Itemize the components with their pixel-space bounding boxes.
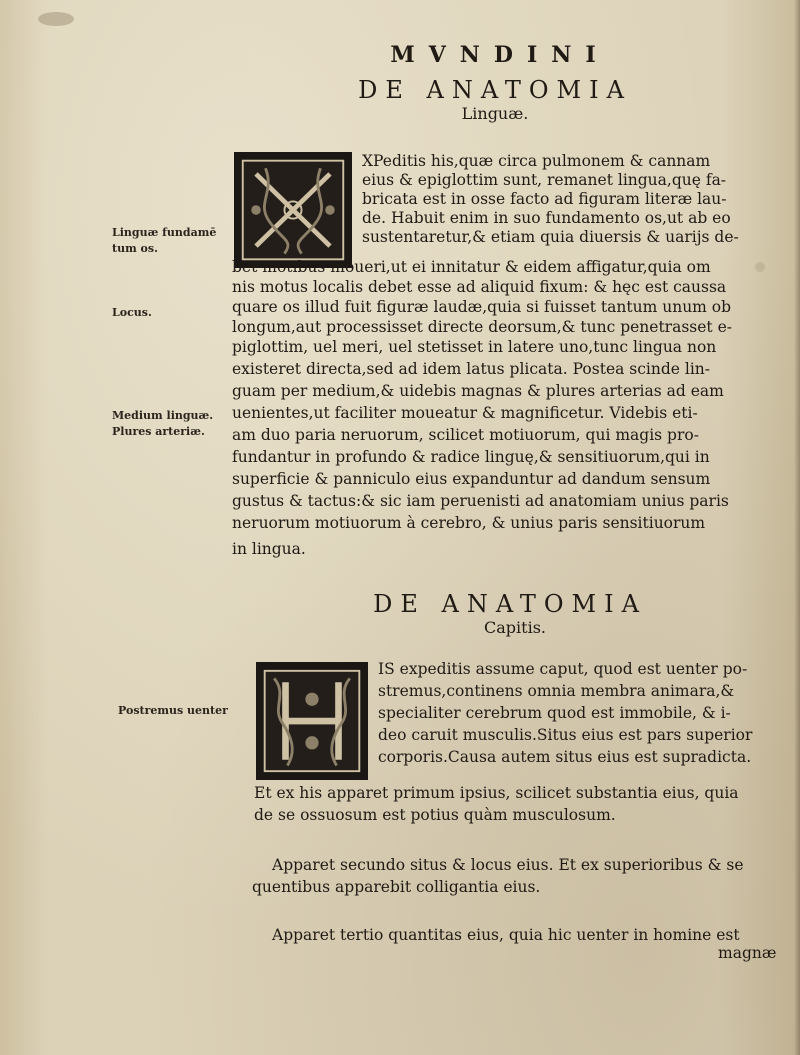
text-line: IS expeditis assume caput, quod est uenter po-	[378, 660, 748, 678]
text-line: Apparet tertio quantitas eius, quia hic uenter in homine est	[272, 926, 740, 944]
text-line: am duo paria neruorum, scilicet motiuorum, qui magis pro-	[232, 426, 699, 444]
floral-ornament-icon	[237, 155, 349, 265]
text-line: quentibus apparebit colligantia eius.	[252, 878, 541, 896]
text-line: sustentaretur,& etiam quia diuersis & uarijs de-	[362, 228, 739, 246]
text-line: in lingua.	[232, 540, 306, 558]
text-line: stremus,continens omnia membra animara,&	[378, 682, 735, 700]
text-line: guam per medium,& uidebis magnas & plures arterias ad eam	[232, 382, 724, 400]
text-line: existeret directa,sed ad idem latus plicata. Postea scinde lin-	[232, 360, 711, 378]
ink-stain	[755, 262, 765, 272]
text-line: bricata est in osse facto ad figuram literæ lau-	[362, 190, 727, 208]
text-line: Apparet secundo situs & locus eius. Et ex superioribus & se	[272, 856, 744, 874]
text-line: Et ex his apparet primum ipsius, scilicet substantia eius, quia	[254, 784, 739, 802]
text-line: quare os illud fuit figuræ laudæ,quia si fuisset tantum unum ob	[232, 298, 732, 316]
text-line: deo caruit musculis.Situs eius est pars superior	[378, 726, 753, 744]
text-line: de. Habuit enim in suo fundamento os,ut ab eo	[362, 209, 731, 227]
section-subtitle: Capitis.	[484, 618, 546, 637]
margin-note: Locus.	[112, 306, 152, 319]
margin-note: Plures arteriæ.	[112, 425, 205, 438]
text-line: superficie & panniculo eius expanduntur ad dandum sensum	[232, 470, 711, 488]
text-line: longum,aut processisset directe deorsum,& tunc penetrasset e-	[232, 318, 732, 336]
section-title: DE ANATOMIA	[373, 590, 647, 618]
text-line: neruorum motiuorum à cerebro, & unius paris sensitiuorum	[232, 514, 706, 532]
margin-note: Postremus uenter	[118, 704, 228, 717]
text-line: gustus & tactus:& sic iam peruenisti ad anatomiam unius paris	[232, 492, 729, 510]
margin-note: Medium linguæ.	[112, 409, 214, 422]
margin-note: tum os.	[112, 242, 158, 255]
running-head: MVNDINI	[390, 42, 610, 68]
ink-stain	[38, 12, 74, 26]
text-line: bet motibus moueri,ut ei innitatur & eidem affigatur,quia om	[232, 258, 711, 276]
text-line: XPeditis his,quæ circa pulmonem & cannam	[362, 152, 711, 170]
margin-note: Linguæ fundamē	[112, 226, 217, 239]
text-line: fundantur in profundo & radice linguę,& sensitiuorum,qui in	[232, 448, 710, 466]
floral-ornament-icon	[259, 665, 365, 777]
section-subtitle: Linguæ.	[461, 104, 529, 123]
section-title: DE ANATOMIA	[358, 76, 632, 104]
catchword: magnæ	[718, 944, 777, 962]
text-line: specialiter cerebrum quod est immobile, & i-	[378, 704, 731, 722]
page-edge	[794, 0, 800, 1055]
text-line: eius & epiglottim sunt, remanet lingua,quę fa-	[362, 171, 727, 189]
text-line: piglottim, uel meri, uel stetisset in latere uno,tunc lingua non	[232, 338, 717, 356]
decorated-initial-h	[256, 662, 368, 780]
text-line: uenientes,ut faciliter moueatur & magnificetur. Videbis eti-	[232, 404, 698, 422]
text-line: corporis.Causa autem situs eius est supradicta.	[378, 748, 752, 766]
text-line: nis motus localis debet esse ad aliquid fixum: & hęc est caussa	[232, 278, 727, 296]
decorated-initial-x	[234, 152, 352, 268]
text-line: de se ossuosum est potius quàm musculosum.	[254, 806, 616, 824]
